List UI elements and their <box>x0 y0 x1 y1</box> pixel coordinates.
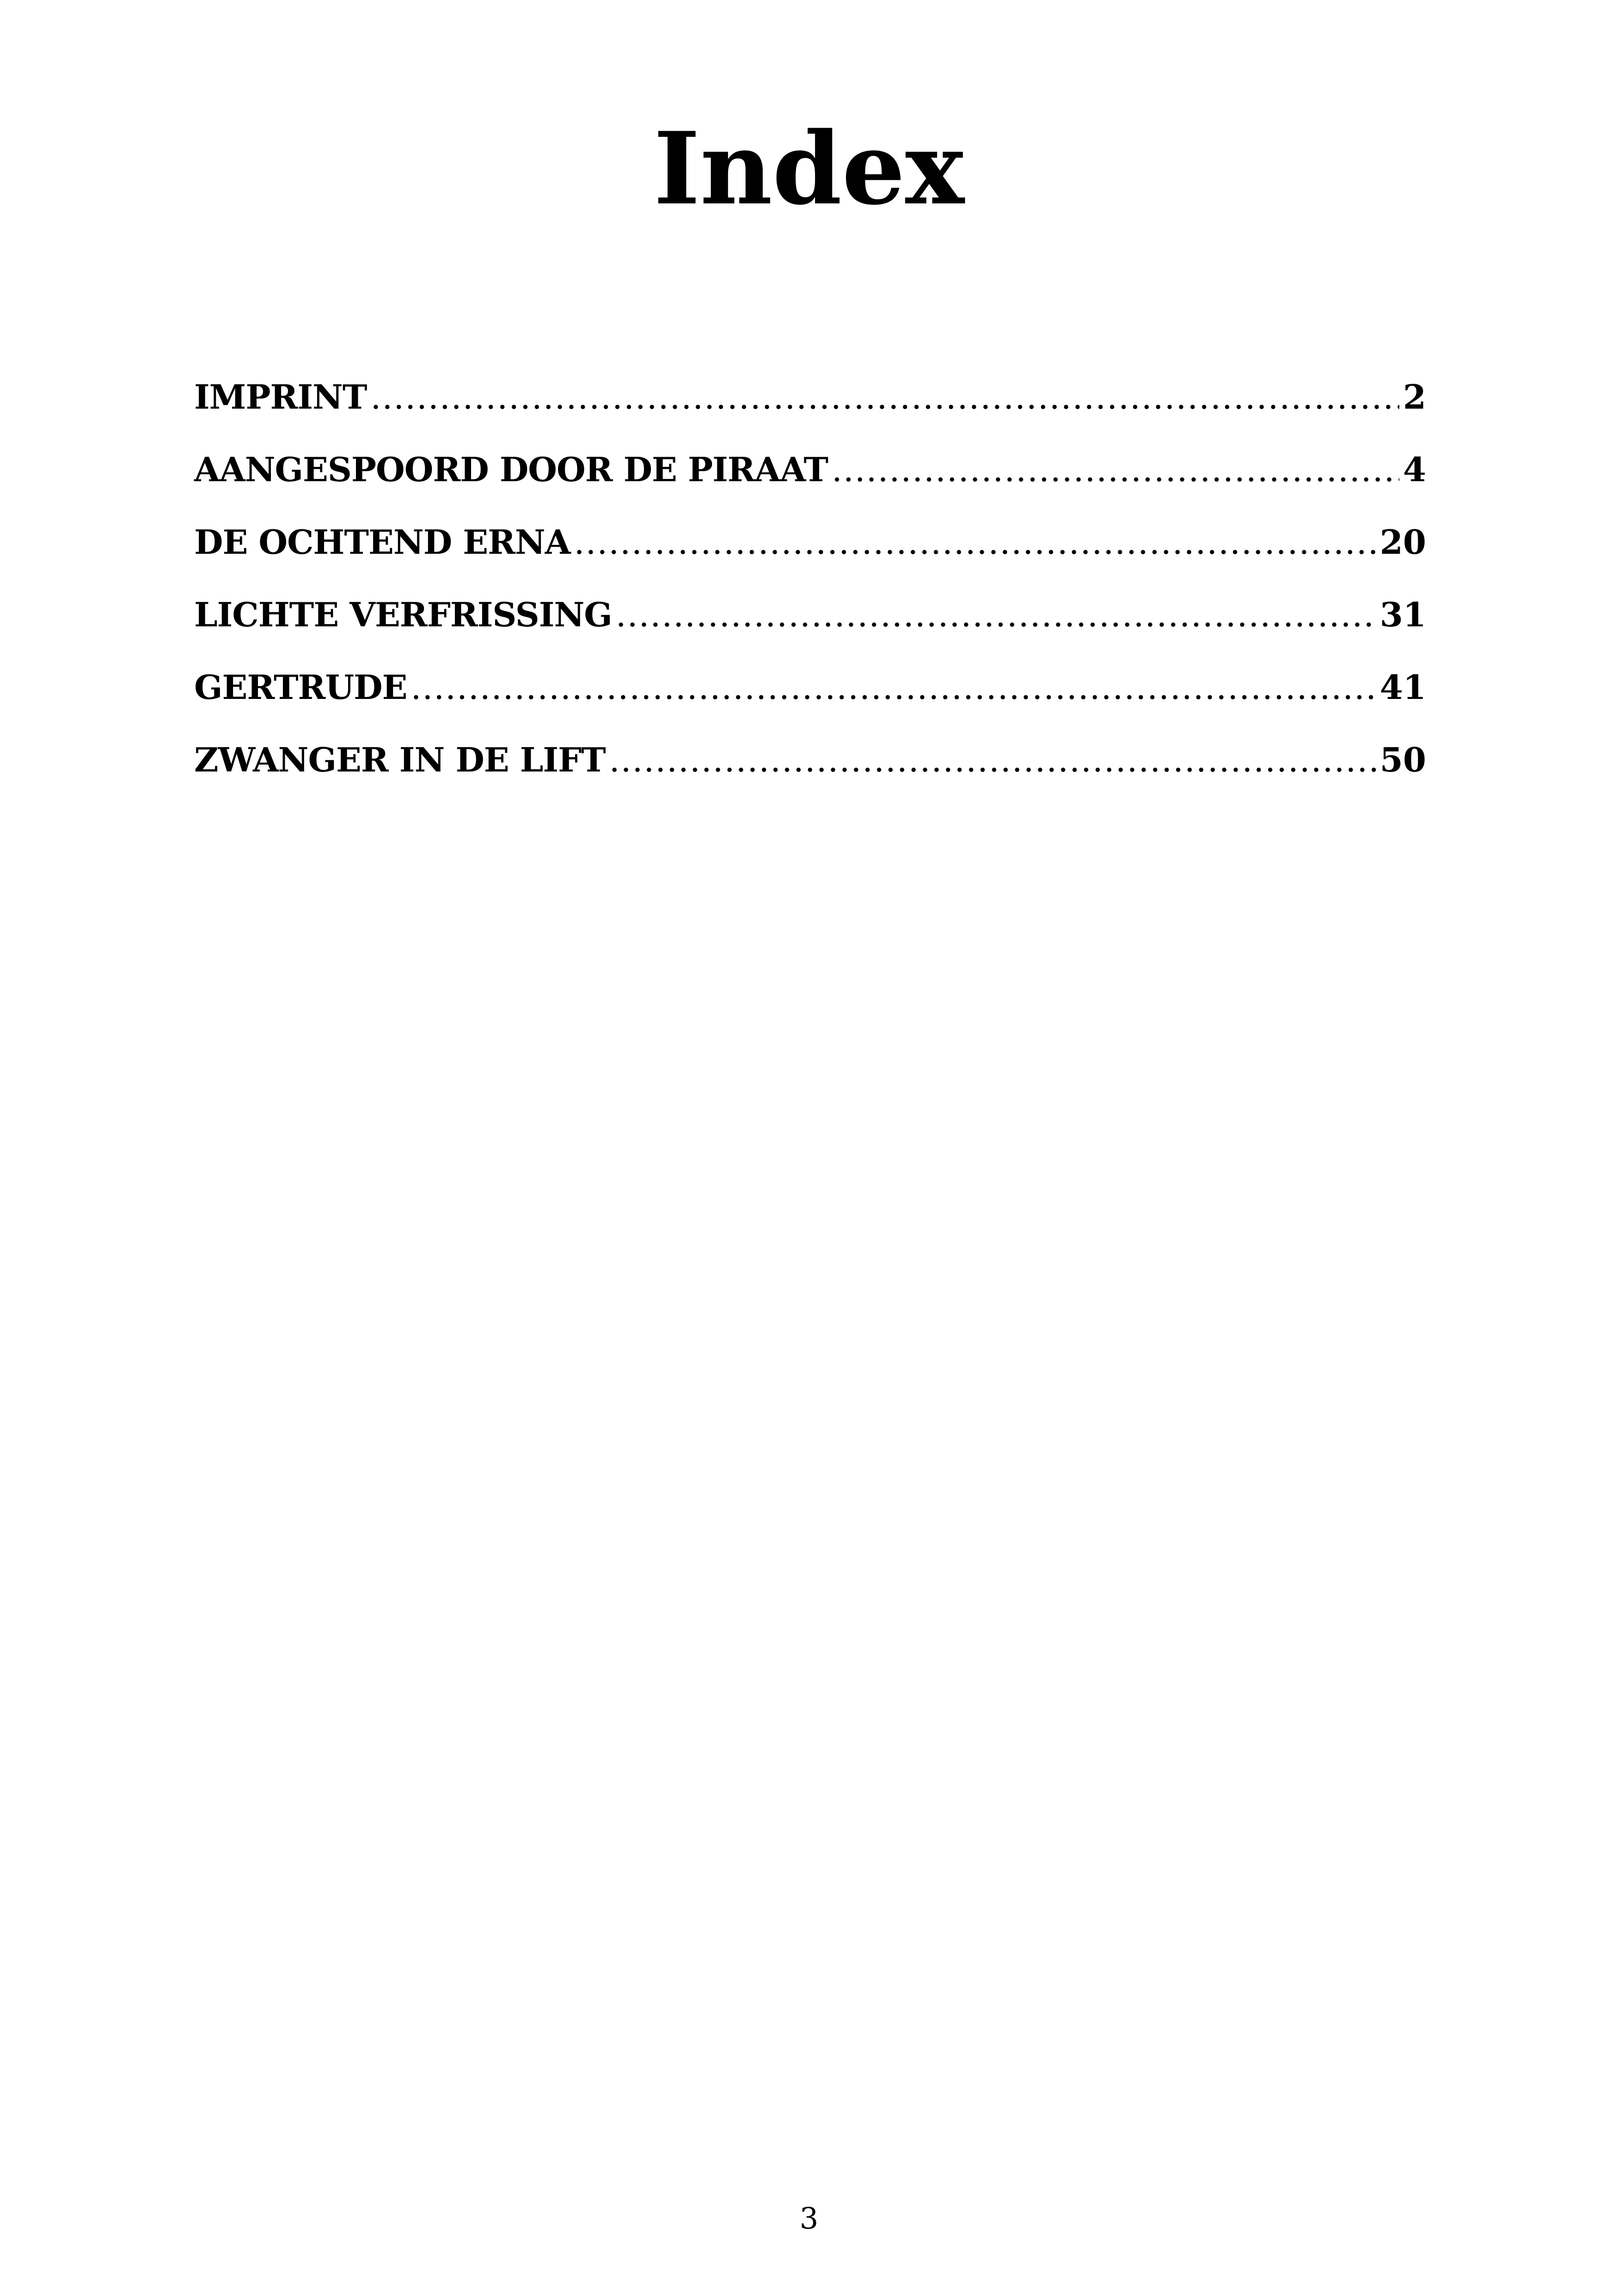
toc-dot-leader <box>609 724 1376 796</box>
toc-entry-imprint[interactable] <box>194 361 1426 433</box>
toc-dot-leader <box>616 579 1376 651</box>
page-title: Index <box>653 110 965 227</box>
toc-entry-de-ochtend-erna[interactable] <box>194 506 1426 578</box>
toc-dot-leader <box>411 651 1376 724</box>
toc-entry-label: LICHTE VERFRISSING <box>194 595 612 634</box>
toc-entry-zwanger-in-de-lift[interactable] <box>194 723 1426 796</box>
toc-entry-label: ZWANGER IN DE LIFT <box>194 740 606 779</box>
page-number: 3 <box>799 2202 819 2236</box>
toc-dot-leader <box>370 361 1399 434</box>
toc-entry-page: 4 <box>1403 450 1426 489</box>
toc-entry-label: GERTRUDE <box>194 667 407 707</box>
toc-entry-lichte-verfrissing[interactable] <box>194 578 1426 651</box>
toc-entry-page: 31 <box>1379 595 1426 634</box>
toc-dot-leader <box>574 506 1376 579</box>
toc-entry-page: 41 <box>1379 667 1426 707</box>
table-of-contents <box>194 361 1426 796</box>
toc-entry-gertrude[interactable] <box>194 651 1426 723</box>
toc-entry-label: DE OCHTEND ERNA <box>194 522 570 562</box>
toc-entry-aangespoord-door-de-piraat[interactable] <box>194 433 1426 506</box>
toc-entry-page: 20 <box>1379 522 1426 562</box>
toc-entry-label: IMPRINT <box>194 377 367 416</box>
toc-entry-page: 50 <box>1379 740 1426 779</box>
toc-entry-page: 2 <box>1403 377 1426 416</box>
toc-dot-leader <box>832 434 1399 506</box>
toc-entry-label: AANGESPOORD DOOR DE PIRAAT <box>194 450 828 489</box>
